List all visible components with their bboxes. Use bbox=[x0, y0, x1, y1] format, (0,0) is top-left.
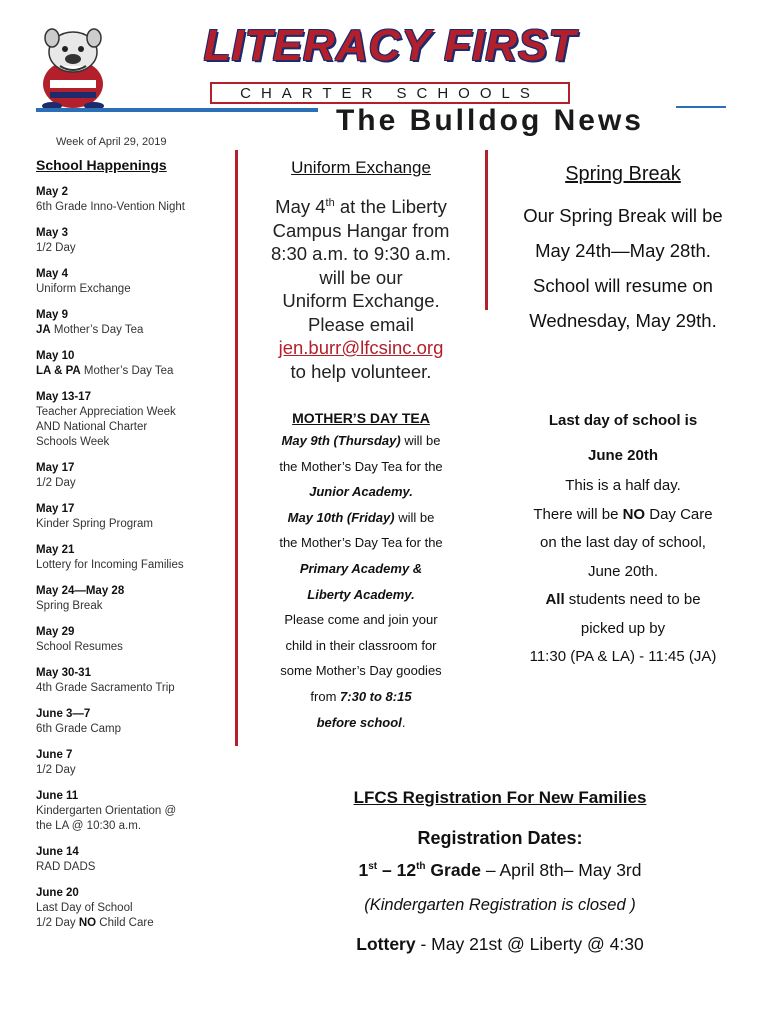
event-date: May 21 bbox=[36, 544, 75, 556]
event-item bbox=[36, 267, 226, 297]
tea-line: Junior Academy. bbox=[309, 484, 413, 500]
last-day-text bbox=[498, 472, 748, 672]
tea-line: Please come and join your bbox=[284, 612, 438, 628]
last-day-heading: Last day of school is bbox=[548, 412, 698, 429]
uniform-exchange bbox=[250, 158, 472, 383]
tea-line: before school. bbox=[316, 714, 406, 730]
event-description: Lottery for Incoming Families bbox=[36, 559, 184, 571]
last-day-line: on the last day of school, bbox=[540, 534, 706, 551]
spring-break-heading: Spring Break bbox=[565, 163, 681, 185]
event-description: Last Day of School bbox=[36, 902, 133, 914]
event-date: May 30-31 bbox=[36, 667, 91, 679]
event-item bbox=[36, 707, 226, 737]
uniform-heading: Uniform Exchange bbox=[291, 158, 431, 177]
column-divider-right bbox=[485, 150, 488, 310]
event-description: 4th Grade Sacramento Trip bbox=[36, 682, 175, 694]
event-description: Uniform Exchange bbox=[36, 283, 131, 295]
lottery-line: Lottery - May 21st @ Liberty @ 4:30 bbox=[356, 934, 644, 954]
tea-line: May 9th (Thursday) will be bbox=[281, 433, 441, 448]
event-item bbox=[36, 308, 226, 338]
event-date: May 10 bbox=[36, 350, 75, 362]
tea-line: some Mother’s Day goodies bbox=[280, 663, 442, 679]
event-description: 1/2 Day bbox=[36, 242, 76, 254]
last-day-line: June 20th. bbox=[587, 562, 659, 580]
spring-break-line: May 24th—May 28th. bbox=[535, 240, 711, 261]
spring-break-line: Our Spring Break will be bbox=[523, 205, 723, 226]
event-description: 1/2 Day NO Child Care bbox=[36, 917, 154, 929]
event-date: June 7 bbox=[36, 749, 73, 761]
event-item bbox=[36, 390, 226, 450]
event-item bbox=[36, 502, 226, 532]
event-description: Teacher Appreciation Week bbox=[36, 406, 176, 418]
registration-grade-line: 1st – 12th Grade – April 8th– May 3rd bbox=[358, 860, 642, 880]
happenings-heading: School Happenings bbox=[36, 157, 167, 173]
tea-line: Liberty Academy. bbox=[307, 586, 415, 602]
event-date: May 3 bbox=[36, 227, 68, 239]
event-item bbox=[36, 461, 226, 491]
event-description: Kindergarten Orientation @ bbox=[36, 805, 177, 817]
spring-break-line: Wednesday, May 29th. bbox=[529, 310, 717, 331]
header-rule-right bbox=[676, 106, 726, 108]
school-happenings bbox=[36, 157, 226, 942]
event-date: May 29 bbox=[36, 626, 75, 638]
registration-dates-heading: Registration Dates: bbox=[417, 828, 583, 848]
kindergarten-note: (Kindergarten Registration is closed ) bbox=[364, 896, 636, 914]
event-description: RAD DADS bbox=[36, 861, 96, 873]
tea-line: May 10th (Friday) will be bbox=[287, 509, 435, 525]
tea-line: from 7:30 to 8:15 bbox=[310, 688, 412, 704]
last-day-of-school bbox=[498, 412, 748, 672]
event-date: May 17 bbox=[36, 503, 75, 515]
last-day-line: picked up by bbox=[580, 619, 666, 637]
volunteer-email-link[interactable]: jen.burr@lfcsinc.org bbox=[278, 337, 444, 359]
uniform-line: to help volunteer. bbox=[290, 360, 432, 382]
tea-heading: MOTHER’S DAY TEA bbox=[292, 410, 430, 426]
logo-subtitle: CHARTER SCHOOLS bbox=[210, 82, 570, 104]
last-day-date: June 20th bbox=[587, 447, 659, 464]
event-description: Schools Week bbox=[36, 436, 110, 448]
event-date: May 2 bbox=[36, 186, 68, 198]
event-date: June 3—7 bbox=[36, 708, 91, 720]
last-day-line: All students need to be bbox=[545, 591, 701, 608]
tea-text bbox=[250, 428, 472, 735]
event-date: May 13-17 bbox=[36, 391, 91, 403]
event-description: AND National Charter bbox=[36, 421, 148, 433]
event-item bbox=[36, 748, 226, 778]
event-date: May 17 bbox=[36, 462, 75, 474]
event-description: School Resumes bbox=[36, 641, 123, 653]
tea-line: the Mother’s Day Tea for the bbox=[279, 535, 443, 551]
uniform-line: Campus Hangar from bbox=[272, 219, 450, 241]
mothers-day-tea bbox=[250, 410, 472, 735]
logo-title: LITERACY FIRST bbox=[203, 21, 577, 70]
event-date: May 24—May 28 bbox=[36, 585, 125, 597]
uniform-line: Please email bbox=[308, 313, 414, 335]
column-divider-left bbox=[235, 150, 238, 746]
uniform-line: will be our bbox=[319, 266, 403, 288]
event-description: LA & PA Mother’s Day Tea bbox=[36, 365, 174, 377]
week-label: Week of April 29, 2019 bbox=[56, 136, 167, 148]
school-logo bbox=[170, 14, 610, 104]
last-day-line: This is a half day. bbox=[565, 477, 681, 494]
event-description: the LA @ 10:30 a.m. bbox=[36, 820, 142, 832]
event-description: 6th Grade Camp bbox=[36, 723, 122, 735]
event-item bbox=[36, 789, 226, 834]
tea-line: the Mother’s Day Tea for the bbox=[279, 458, 443, 474]
uniform-line: Uniform Exchange. bbox=[282, 290, 440, 312]
event-description: JA Mother’s Day Tea bbox=[36, 324, 144, 336]
event-description: 1/2 Day bbox=[36, 477, 76, 489]
event-description: Spring Break bbox=[36, 600, 103, 612]
bulldog-mascot-icon bbox=[30, 22, 116, 110]
event-item bbox=[36, 226, 226, 256]
event-item bbox=[36, 185, 226, 215]
event-date: May 9 bbox=[36, 309, 68, 321]
registration-heading: LFCS Registration For New Families bbox=[353, 788, 647, 807]
event-date: June 20 bbox=[36, 887, 79, 899]
event-date: June 14 bbox=[36, 846, 79, 858]
tea-line: Primary Academy & bbox=[299, 560, 423, 576]
newsletter-title: The Bulldog News bbox=[335, 104, 644, 137]
event-date: June 11 bbox=[36, 790, 79, 802]
uniform-line: 8:30 a.m. to 9:30 a.m. bbox=[271, 243, 451, 265]
event-item bbox=[36, 845, 226, 875]
event-item bbox=[36, 349, 226, 379]
event-item bbox=[36, 543, 226, 573]
event-list bbox=[36, 185, 226, 931]
uniform-text bbox=[250, 192, 472, 383]
event-item bbox=[36, 625, 226, 655]
event-description: Kinder Spring Program bbox=[36, 518, 153, 530]
spring-break-line: School will resume on bbox=[533, 275, 713, 296]
event-item bbox=[36, 584, 226, 614]
event-item bbox=[36, 886, 226, 931]
event-description: 6th Grade Inno-Vention Night bbox=[36, 201, 185, 213]
last-day-line: 11:30 (PA & LA) - 11:45 (JA) bbox=[529, 648, 717, 665]
header-rule-left bbox=[36, 108, 318, 112]
event-description: 1/2 Day bbox=[36, 764, 76, 776]
last-day-line: There will be NO Day Care bbox=[533, 505, 713, 523]
uniform-line: May 4th at the Liberty bbox=[275, 196, 447, 218]
spring-break bbox=[498, 163, 748, 338]
spring-break-text bbox=[498, 198, 748, 338]
event-date: May 4 bbox=[36, 268, 68, 280]
event-item bbox=[36, 666, 226, 696]
tea-line: child in their classroom for bbox=[285, 637, 437, 653]
